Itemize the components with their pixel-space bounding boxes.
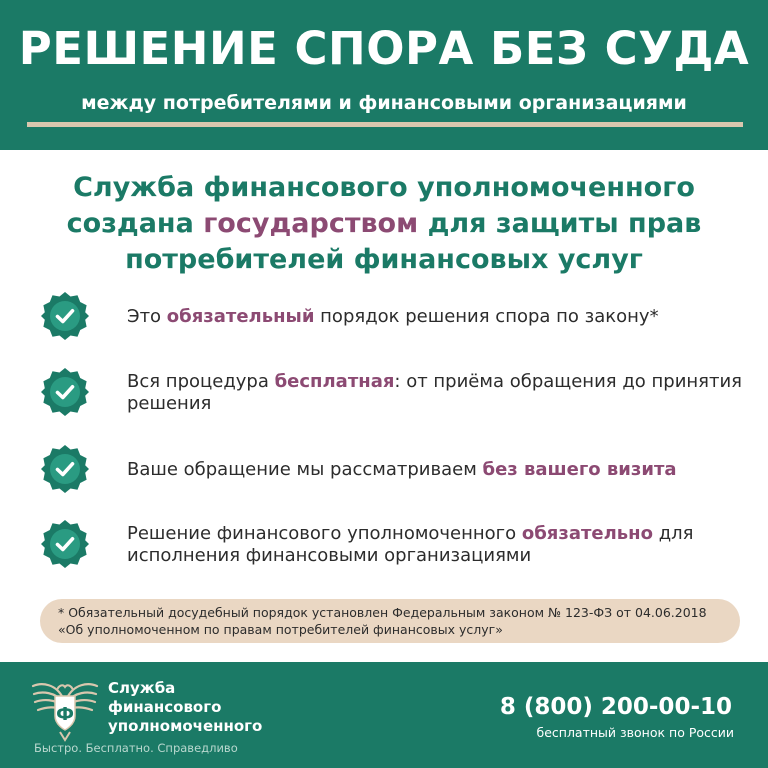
phone-note: бесплатный звонок по России [536,725,734,740]
phone-number[interactable]: 8 (800) 200-00-10 [499,694,732,720]
check-badge-icon [40,367,90,417]
headline-line2-before: создана [66,208,204,239]
point-text-after: порядок решения спора по закону* [314,306,659,327]
page-subtitle: между потребителями и финансовыми организациями [81,92,687,114]
list-item-text [127,444,747,496]
footer-bar [0,662,768,768]
list-item [40,519,740,571]
headline-line1: Служба финансового уполномоченного [73,172,695,203]
list-item [40,367,743,419]
org-name-line2: финансового [108,698,222,716]
org-name-line3: уполномоченного [108,717,263,735]
headline-line2-after: для защиты прав [418,208,702,239]
point-text-after: : от приёма обращения до принятия решения [127,371,743,414]
point-text-after: для исполнения финансовыми организациями [127,523,694,566]
header-divider [27,122,743,127]
list-item-text [127,519,747,571]
list-item-text [127,291,747,343]
point-text-before: Это [127,306,167,327]
slogan: Быстро. Бесплатно. Справедливо [34,741,238,755]
point-text-before: Решение финансового уполномоченного [127,523,522,544]
eagle-emblem-icon [30,676,100,742]
point-accent: бесплатная [274,371,395,392]
org-name-line1: Служба [108,679,176,697]
point-accent: обязательно [521,523,653,544]
check-badge-icon [40,444,90,494]
emblem-letter: Ф [56,704,74,725]
headline-accent: государством [203,208,419,239]
headline-line3: потребителей финансовых услуг [125,244,643,275]
footnote-text: * Обязательный досудебный порядок установлен Федеральным законом № 123-ФЗ от 04.06.2018 «Об уполномоченном по правам потребителей финансовых услуг» [58,605,707,637]
page-title: РЕШЕНИЕ СПОРА БЕЗ СУДА [18,22,750,75]
header-banner [0,0,768,150]
list-item [40,291,740,343]
footnote-box [40,599,740,643]
check-badge-icon [40,519,90,569]
list-item-text [127,367,747,419]
point-text-before: Ваше обращение мы рассматриваем [127,459,483,480]
headline [20,170,748,278]
check-badge-icon [40,291,90,341]
org-name [108,679,308,736]
point-accent: обязательный [166,306,315,327]
point-text-before: Вся процедура [127,371,275,392]
point-accent: без вашего визита [482,459,677,480]
list-item [40,444,740,496]
